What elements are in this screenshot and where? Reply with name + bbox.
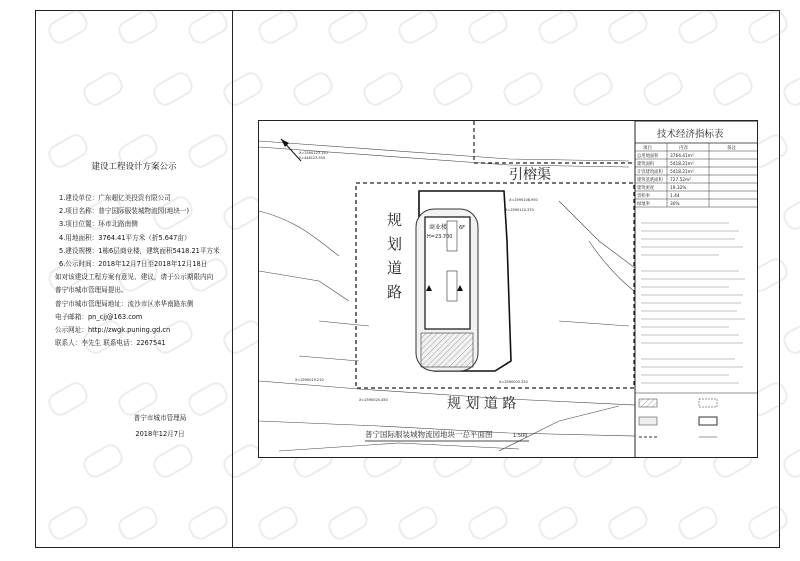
table-cell: 5418.21m²	[670, 170, 694, 175]
table-header: 项目	[643, 146, 652, 151]
notice-line: 6.公示时间：2018年12月7日至2018年12月18日	[59, 259, 208, 268]
road-label-char: 划	[387, 235, 403, 253]
table-cell: 30%	[670, 202, 680, 207]
table-cell: 1.44	[670, 194, 680, 199]
road-label-char: 道	[387, 259, 403, 277]
table-cell: 5418.21m²	[670, 162, 694, 167]
notice-website[interactable]: 公示网址：http://zwgk.puning.gd.cn	[55, 325, 171, 334]
notice-line: 1.建设单位：广东超亿美投资有限公司	[59, 194, 171, 202]
notice-lines	[55, 192, 231, 350]
road-label-bottom: 规 划 道 路	[447, 396, 517, 412]
table-cell: 建筑面积	[637, 162, 655, 167]
svg-text:Y=448123.550: Y=448123.550	[299, 156, 326, 160]
notice-line: 2.项目名称：普宁国际服装城物流园(地块一)	[59, 207, 190, 216]
building-label: 商业楼	[429, 224, 448, 231]
svg-text:X=2590110.370: X=2590110.370	[505, 208, 534, 212]
notice-panel	[35, 10, 233, 548]
notice-contact: 联系人：李先生 联系电话：2267541	[55, 339, 166, 348]
canal-label: 引榕渠	[509, 167, 551, 183]
notice-line: 普宁市城市管理局地址：流沙市区赤华南路东侧	[55, 299, 194, 308]
notice-sign-org: 普宁市城市管理局	[133, 414, 187, 422]
table-cell: 727.52m²	[670, 178, 691, 183]
notice-title: 建设工程设计方案公示	[91, 162, 177, 172]
table-cell: 计容建筑面积	[637, 170, 663, 175]
table-cell: 绿地率	[637, 202, 650, 207]
watermark-mark	[780, 69, 800, 110]
table-header: 备注	[727, 146, 736, 151]
site-plan-svg	[259, 121, 758, 458]
table-notes	[641, 223, 745, 383]
notice-line: 如对该建设工程方案有意见、建议，请于公示期限内向	[55, 273, 214, 282]
watermark-mark	[780, 193, 800, 234]
watermark-mark	[780, 317, 800, 358]
table-cell: 19.32%	[670, 186, 687, 191]
tech-table	[635, 121, 758, 458]
site-plan-drawing	[258, 120, 758, 458]
notice-sign-date: 2018年12月7日	[135, 430, 185, 438]
svg-text:X=2590123.150: X=2590123.150	[299, 151, 328, 155]
table-cell: 总用地面积	[637, 154, 659, 159]
table-cell: 建筑密度	[637, 186, 655, 191]
notice-email[interactable]: 电子邮箱：pn_cjj@163.com	[55, 312, 143, 321]
svg-text:X=2590108.950: X=2590108.950	[509, 198, 538, 202]
tech-table-title: 技术经济指标表	[657, 129, 724, 140]
road-label-char: 路	[387, 283, 403, 301]
notice-line: 5.建设规模：1栋6层商业楼，建筑面积5418.21平方米	[59, 246, 220, 255]
table-cell: 3764.41m²	[670, 154, 694, 159]
canal-boundary	[474, 121, 639, 163]
drawing-scale: 1:500	[513, 433, 528, 439]
svg-text:X=2590020.450: X=2590020.450	[359, 398, 388, 402]
notice-line: 4.用地面积：3764.41平方米（折5.647亩）	[59, 233, 191, 242]
notice-line: 3.项目位置：环市北路南侧	[59, 220, 138, 229]
table-cell: 容积率	[637, 194, 650, 199]
svg-text:X=2590015.210: X=2590015.210	[295, 378, 324, 382]
road-label-char: 规	[387, 211, 403, 229]
drawing-title: 普宁国际服装城物流园地块一总平面图	[365, 430, 493, 439]
watermark-mark	[780, 441, 800, 482]
building-floors: 6F	[459, 225, 466, 231]
svg-text:X=2590005.330: X=2590005.330	[499, 380, 528, 384]
table-cell: 建筑基底面积	[637, 178, 663, 183]
notice-line: 普宁市城市管理局提出。	[55, 286, 128, 295]
table-header: 内容	[679, 146, 688, 151]
building-elevation: H=23.700	[427, 234, 453, 240]
hatch-area	[421, 333, 473, 367]
